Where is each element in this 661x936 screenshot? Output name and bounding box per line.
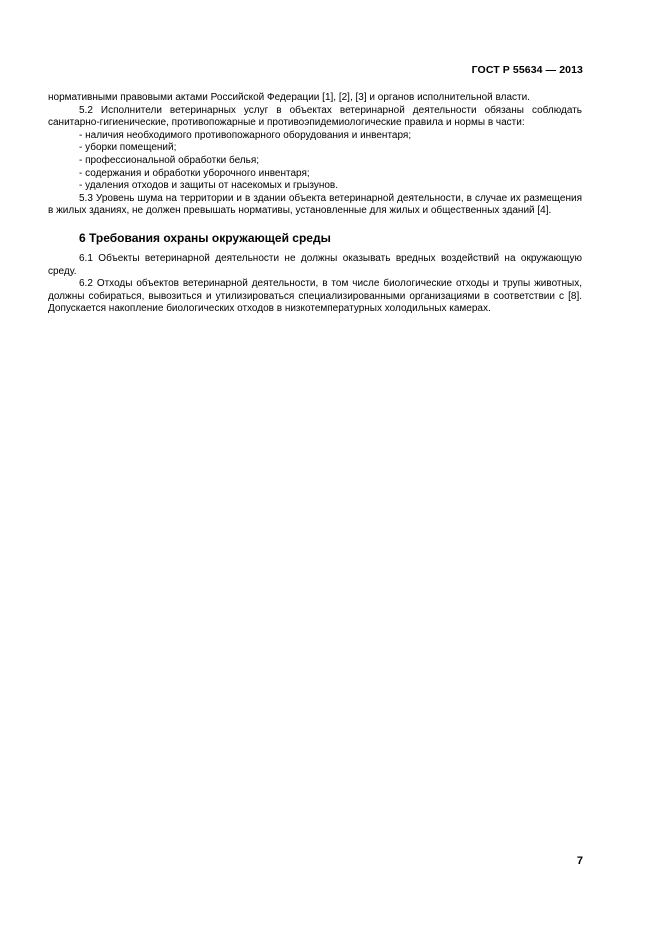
list-item: - удаления отходов и защиты от насекомых и грызунов. bbox=[79, 180, 339, 192]
paragraph-6-2: 6.2 Отходы объектов ветеринарной деятельности, в том числе биологические отходы и трупы животных, должны собираться, вывозиться и утилизироваться специализированными организациями в соответствии с [8]. Допускается накопление биологических отходов в низкотемпературных холодильных камерах. bbox=[48, 278, 582, 315]
page-content bbox=[48, 92, 582, 316]
list-item: - наличия необходимого противопожарного оборудования и инвентаря; bbox=[79, 129, 412, 141]
list-item: - содержания и обработки уборочного инвентаря; bbox=[79, 167, 310, 179]
page-number: 7 bbox=[576, 855, 583, 867]
paragraph-6-1: 6.1 Объекты ветеринарной деятельности не должны оказывать вредных воздействий на окружающую среду. bbox=[48, 252, 582, 277]
document-header-code: ГОСТ Р 55634 — 2013 bbox=[471, 64, 583, 76]
section-6-heading: 6 Требования охраны окружающей среды bbox=[79, 230, 331, 245]
list-item: - уборки помещений; bbox=[79, 142, 177, 154]
paragraph-continuation: нормативными правовыми актами Российской Федерации [1], [2], [3] и органов исполнительной власти. bbox=[48, 92, 530, 103]
paragraph-5-3: 5.3 Уровень шума на территории и в здании объекта ветеринарной деятельности, в случае их размещения в жилых зданиях, не должен превышать нормативы, установленные для жилых и общественных зданий [4]. bbox=[48, 192, 582, 217]
list-item: - профессиональной обработки белья; bbox=[79, 154, 260, 166]
requirements-list bbox=[48, 130, 582, 193]
paragraph-5-2: 5.2 Исполнители ветеринарных услуг в объектах ветеринарной деятельности обязаны соблюдать санитарно-гигиенические, противопожарные и противоэпидемиологические правила и нормы в части: bbox=[48, 104, 582, 129]
